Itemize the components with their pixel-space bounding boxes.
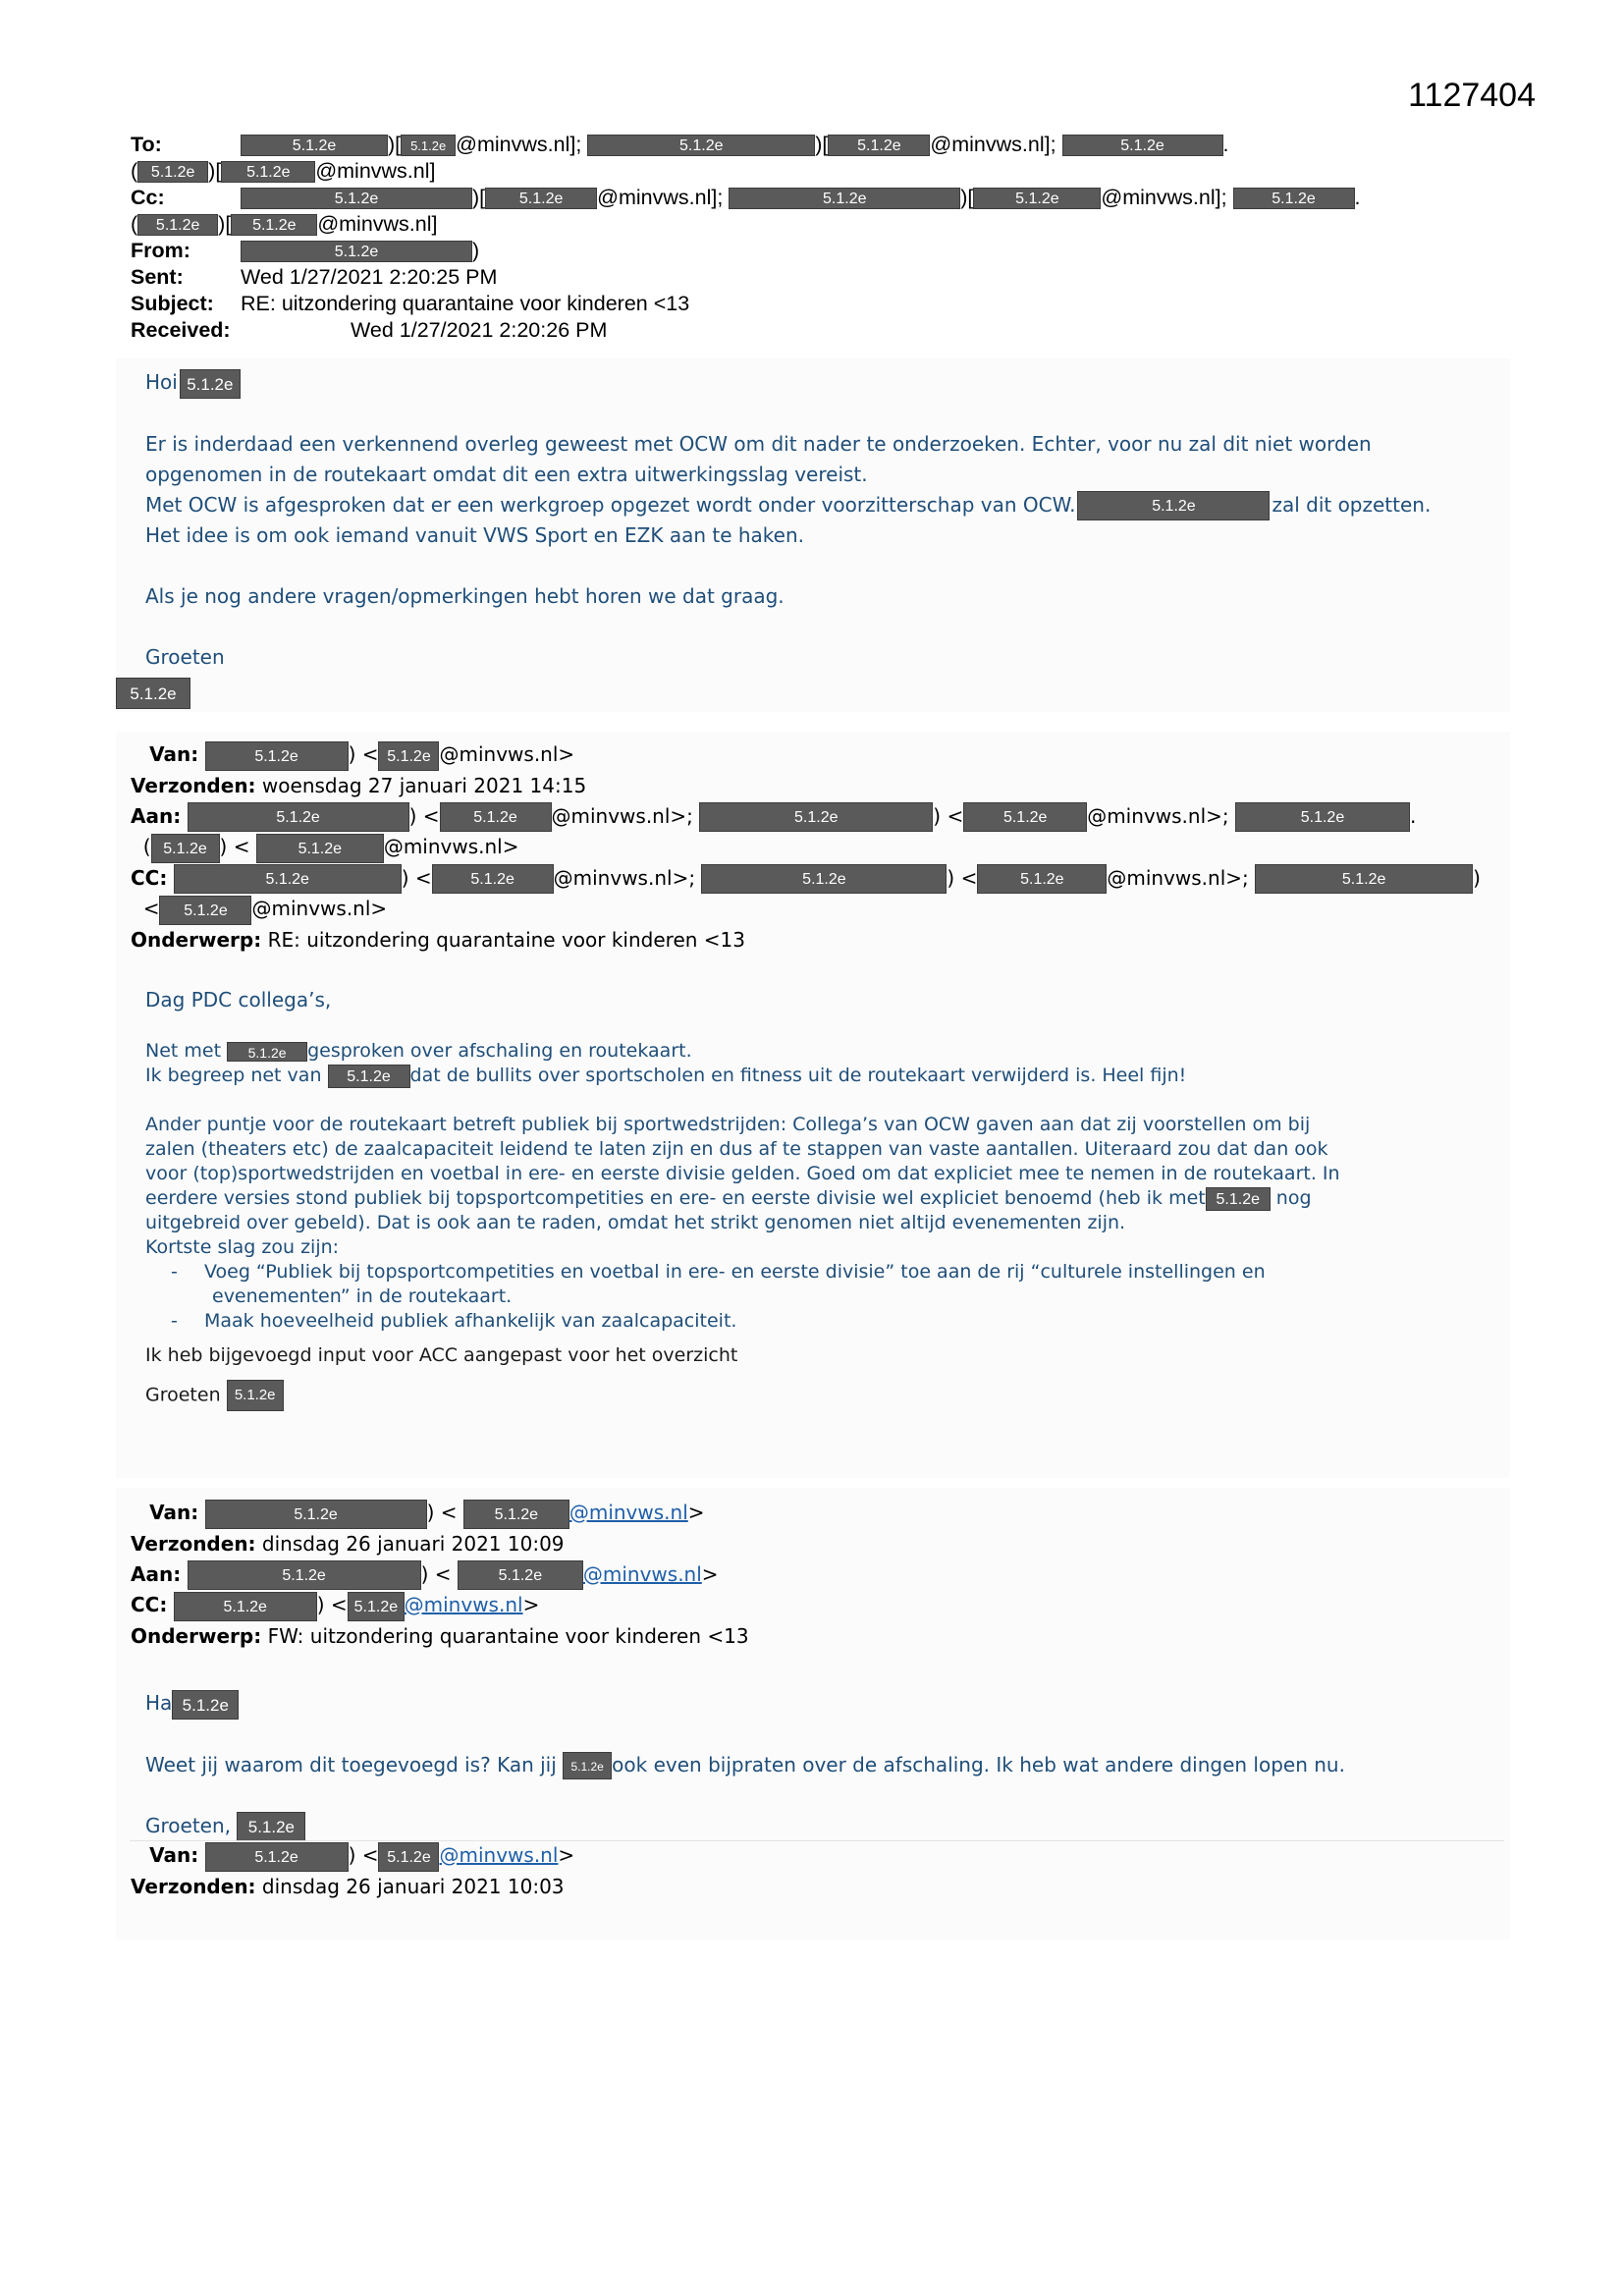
redaction-box: 5.1.2e [227,1380,284,1411]
redaction-box: 5.1.2e [241,135,388,156]
redaction-box: 5.1.2e [587,135,815,156]
onderwerp-row: Onderwerp: FW: uitzondering quarantaine voor kinderen <13 [131,1623,749,1648]
redaction-box: 5.1.2e [563,1752,612,1779]
email-link[interactable]: @minvws.nl [582,1561,702,1586]
redaction-box: 5.1.2e [188,1560,421,1590]
verzonden-row: Verzonden: woensdag 27 januari 2021 14:15 [131,773,587,797]
email-domain: @minvws.nl [930,133,1045,156]
email-body-2-greeting [145,985,1500,1015]
email-domain: @minvws.nl [456,133,570,156]
redaction-box: 5.1.2e [432,864,554,894]
redaction-box: 5.1.2e [256,834,384,863]
received-row [131,317,1486,344]
redaction-box: 5.1.2e [241,188,472,209]
redaction-box: 5.1.2e [1206,1187,1271,1211]
sent-row [131,264,1486,291]
email-body-2-text [145,1039,1520,1411]
paragraph-line: opgenomen in de routekaart omdat dit een extra uitwerkingsslag vereist. [145,462,868,486]
redaction-box: 5.1.2e [963,802,1087,832]
redaction-box: 5.1.2e [729,188,960,209]
verzonden-row: Verzonden: dinsdag 26 januari 2021 10:09 [131,1531,565,1556]
verzonden-row: Verzonden: dinsdag 26 januari 2021 10:03 [131,1874,565,1898]
document-id: 1127404 [1408,77,1536,114]
redaction-box: 5.1.2e [159,896,251,925]
closing: Groeten [145,645,225,669]
subject-value: RE: uitzondering quarantaine voor kinderen <13 [241,292,690,315]
redaction-box: 5.1.2e [1255,864,1473,894]
redaction-box: 5.1.2e [180,369,241,399]
cc-row: Cc: 5.1.2e )[ 5.1.2e @minvws.nl]; 5.1.2e )[ 5.1.2e @minvws.nl]; 5.1.2e . [131,186,1361,209]
email-4-meta [131,1840,1505,1902]
paragraph-line: eerdere versies stond publiek bij topsportcompetities en ere- en eerste divisie wel expliciet benoemd (heb ik met 5.1.2e nog [145,1187,1312,1209]
received-value: Wed 1/27/2021 2:20:26 PM [351,318,608,342]
aan-row: Aan: 5.1.2e ) < 5.1.2e @minvws.nl> [131,1559,1505,1591]
greeting: Hoi 5.1.2e [145,367,1500,399]
onderwerp-row: Onderwerp: RE: uitzondering quarantaine voor kinderen <13 [131,927,745,952]
redaction-box: 5.1.2e [205,1500,427,1529]
paragraph-line: Als je nog andere vragen/opmerkingen hebt horen we dat graag. [145,584,785,608]
to-label: To: [131,133,162,156]
email-2-meta [131,739,1505,956]
aan-row-cont: ( 5.1.2e ) < 5.1.2e @minvws.nl> [131,832,1505,863]
paragraph-line: Met OCW is afgesproken dat er een werkgroep opgezet wordt onder voorzitterschap van OCW. 5.1.2e zal dit opzetten. [145,490,1500,521]
attachment-note: Ik heb bijgevoegd input voor ACC aangepast voor het overzicht [145,1344,738,1366]
redaction-box: 5.1.2e [137,214,218,236]
subject-row [131,291,1486,317]
cc-row: CC: 5.1.2e ) < 5.1.2e @minvws.nl> [131,1590,1505,1621]
redaction-box: 5.1.2e [973,188,1101,209]
redaction-box: 5.1.2e [237,1812,305,1841]
van-row: Van: 5.1.2e ) < 5.1.2e @minvws.nl> [131,1840,1505,1872]
sent-label: Sent: [131,265,184,289]
redaction-box: 5.1.2e [977,864,1107,894]
signature-redaction: 5.1.2e [116,678,190,709]
van-row: Van: 5.1.2e ) < 5.1.2e @minvws.nl> [131,1498,1505,1529]
redaction-box: 5.1.2e [828,135,930,156]
redaction-box: 5.1.2e [699,802,933,832]
redaction-box: 5.1.2e [221,161,315,183]
paragraph-line: Ik begreep net van 5.1.2e dat de bullits over sportscholen en fitness uit de routekaart verwijderd is. Heel fijn! [145,1065,1187,1086]
redaction-box: 5.1.2e [458,1560,583,1590]
to-row: To: 5.1.2e )[ 5.1.2e @minvws.nl]; 5.1.2e )[ 5.1.2e @minvws.nl]; 5.1.2e . [131,133,1229,156]
closing: Groeten, 5.1.2e [145,1811,1500,1842]
paragraph-line: Net met 5.1.2e gesproken over afschaling en routekaart. [145,1040,692,1062]
redaction-box: 5.1.2e [378,1842,439,1872]
redaction-box: 5.1.2e [241,241,472,262]
redaction-box: 5.1.2e [1077,491,1270,520]
redaction-box: 5.1.2e [231,214,317,236]
cc-label: Cc: [131,186,165,209]
redaction-box: 5.1.2e [205,741,349,771]
paragraph-line: Er is inderdaad een verkennend overleg geweest met OCW om dit nader te onderzoeken. Echter, voor nu zal dit niet worden [145,431,1372,456]
redaction-box: 5.1.2e [328,1065,410,1088]
paragraph-line: Ander puntje voor de routekaart betreft publiek bij sportwedstrijden: Collega’s van OCW gaven aan dat zij voorstellen om bij [145,1114,1311,1135]
email-body-3-text [145,1688,1500,1841]
email-header [131,132,1486,344]
email-link[interactable]: @minvws.nl [568,1501,688,1524]
paragraph-line: Kortste slag zou zijn: [145,1236,340,1258]
email-3-meta [131,1498,1505,1652]
received-label: Received: [131,318,231,342]
cc-row-cont: ( 5.1.2e )[ 5.1.2e @minvws.nl] [131,212,438,236]
paragraph-line: Het idee is om ook iemand vanuit VWS Sport en EZK aan te haken. [145,523,805,547]
email-domain: @minvws.nl [597,186,712,209]
cc-row: CC: 5.1.2e ) < 5.1.2e @minvws.nl>; 5.1.2e ) < 5.1.2e @minvws.nl>; 5.1.2e ) [131,863,1505,895]
redaction-box: 5.1.2e [227,1042,307,1062]
paragraph-line: zalen (theaters etc) de zaalcapaciteit leidend te laten zijn en dus af te stappen van vaste aantallen. Uiteraard zou dat dan ook [145,1138,1328,1160]
redaction-box: 5.1.2e [1235,802,1410,832]
paragraph-line: Weet jij waarom dit toegevoegd is? Kan jij 5.1.2e ook even bijpraten over de afschaling. Ik heb wat andere dingen lopen nu. [145,1750,1500,1780]
list-item: - Voeg “Publiek bij topsportcompetities en voetbal in ere- en eerste divisie” toe aan de rij “culturele instellingen en evenementen” in de routekaart. [204,1260,1520,1309]
paragraph-line: voor (top)sportwedstrijden en voetbal in ere- en eerste divisie gelden. Goed om dat expliciet mee te nemen in de routekaart. In [145,1163,1340,1184]
closing: Groeten 5.1.2e [145,1380,1520,1411]
redaction-box: 5.1.2e [401,135,456,156]
subject-label: Subject: [131,292,214,315]
list-item: - Maak hoeveelheid publiek afhankelijk van zaalcapaciteit. [204,1309,1520,1334]
from-row: From: 5.1.2e ) [131,239,480,262]
redaction-box: 5.1.2e [205,1842,349,1872]
redaction-box: 5.1.2e [485,188,597,209]
email-domain: @minvws.nl [315,159,430,183]
paragraph-line: uitgebreid over gebeld). Dat is ook aan te raden, omdat het strikt genomen niet altijd evenementen zijn. [145,1212,1126,1233]
redaction-box: 5.1.2e [151,834,220,863]
email-body-1-text [145,367,1500,673]
redaction-box: 5.1.2e [378,741,439,771]
aan-row: Aan: 5.1.2e ) < 5.1.2e @minvws.nl>; 5.1.2e ) < 5.1.2e @minvws.nl>; 5.1.2e . [131,801,1505,833]
sent-value: Wed 1/27/2021 2:20:25 PM [241,265,498,289]
email-domain: @minvws.nl [317,212,432,236]
redaction-box: 5.1.2e [1062,135,1223,156]
email-link[interactable]: @minvws.nl [404,1593,523,1616]
email-domain: @minvws.nl [1101,186,1216,209]
redaction-box: 5.1.2e [188,802,409,832]
greeting: Dag PDC collega’s, [145,988,332,1011]
bullet-list [145,1260,1520,1334]
from-label: From: [131,239,190,262]
redaction-box: 5.1.2e [701,864,947,894]
redaction-box: 5.1.2e [174,864,402,894]
redaction-box: 5.1.2e [1233,188,1355,209]
redaction-box: 5.1.2e [137,161,208,183]
redaction-box: 5.1.2e [172,1690,239,1720]
van-row: Van: 5.1.2e ) < 5.1.2e @minvws.nl> [131,739,1505,771]
greeting: Ha 5.1.2e [145,1688,1500,1720]
email-link[interactable]: @minvws.nl [439,1843,559,1867]
redaction-box: 5.1.2e [174,1592,317,1621]
cc-row-cont: < 5.1.2e @minvws.nl> [131,894,1505,925]
redaction-box: 5.1.2e [348,1592,405,1621]
to-row-cont: ( 5.1.2e )[ 5.1.2e @minvws.nl] [131,159,436,183]
redaction-box: 5.1.2e [440,802,552,832]
redaction-box: 5.1.2e [463,1500,569,1529]
